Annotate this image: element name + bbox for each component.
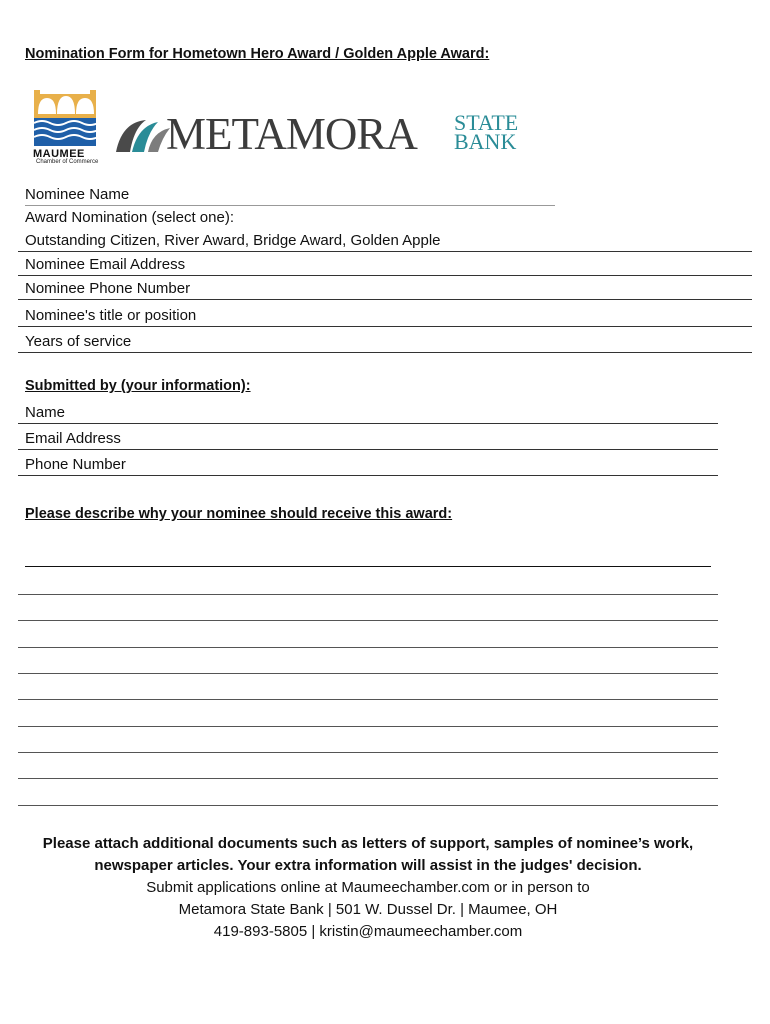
metamora-logo-bank: BANK (454, 129, 517, 154)
submitter-name-label: Name (25, 404, 66, 421)
submitter-phone-label: Phone Number (25, 456, 126, 473)
nominee-phone-line[interactable] (18, 299, 752, 300)
maumee-logo-name: MAUMEE (33, 148, 85, 160)
metamora-logo-state: STATE (454, 110, 519, 135)
footer-address: Metamora State Bank | 501 W. Dussel Dr. | Maumee, OH (178, 901, 558, 918)
years-of-service-line[interactable] (18, 352, 752, 353)
footer-attach-line2: newspaper articles. Your extra information will assist in the judges' decision. (94, 857, 642, 874)
nominee-email-label: Nominee Email Address (25, 256, 186, 273)
description-line[interactable] (25, 566, 711, 567)
form-title: Nomination Form for Hometown Hero Award / Golden Apple Award: (25, 46, 490, 62)
description-line[interactable] (18, 620, 718, 621)
description-line[interactable] (18, 805, 718, 806)
description-line[interactable] (18, 699, 718, 700)
footer-submit-text: Submit applications online at Maumeechamber.com or in person to (146, 879, 590, 896)
award-nomination-label: Award Nomination (select one): (25, 209, 234, 226)
maumee-logo-subtitle: Chamber of Commerce (36, 159, 99, 165)
nominee-title-line[interactable] (18, 326, 752, 327)
nominee-name-line[interactable] (25, 205, 555, 206)
metamora-bank-mark-icon (112, 114, 172, 154)
nominee-title-label: Nominee's title or position (25, 307, 197, 324)
description-line[interactable] (18, 778, 718, 779)
description-line[interactable] (18, 752, 718, 753)
description-line[interactable] (18, 673, 718, 674)
nominee-phone-label: Nominee Phone Number (25, 280, 191, 297)
description-line[interactable] (18, 647, 718, 648)
submitter-heading: Submitted by (your information): (25, 378, 251, 394)
submitter-phone-line[interactable] (18, 475, 718, 476)
description-line[interactable] (18, 726, 718, 727)
years-of-service-label: Years of service (25, 333, 132, 350)
footer-attach-line1: Please attach additional documents such as letters of support, samples of nominee’s work, (42, 835, 694, 852)
submitter-email-label: Email Address (25, 430, 121, 447)
award-line[interactable] (18, 251, 752, 252)
description-line[interactable] (18, 594, 718, 595)
submitter-name-line[interactable] (18, 423, 718, 424)
nominee-name-label: Nominee Name (25, 186, 130, 203)
nominee-email-line[interactable] (18, 275, 752, 276)
submitter-email-line[interactable] (18, 449, 718, 450)
footer-contact: 419-893-5805 | kristin@maumeechamber.com (213, 923, 523, 940)
metamora-logo-name: METAMORA (166, 109, 417, 159)
award-options-text: Outstanding Citizen, River Award, Bridge Award, Golden Apple (25, 232, 441, 249)
description-heading: Please describe why your nominee should receive this award: (25, 506, 453, 522)
